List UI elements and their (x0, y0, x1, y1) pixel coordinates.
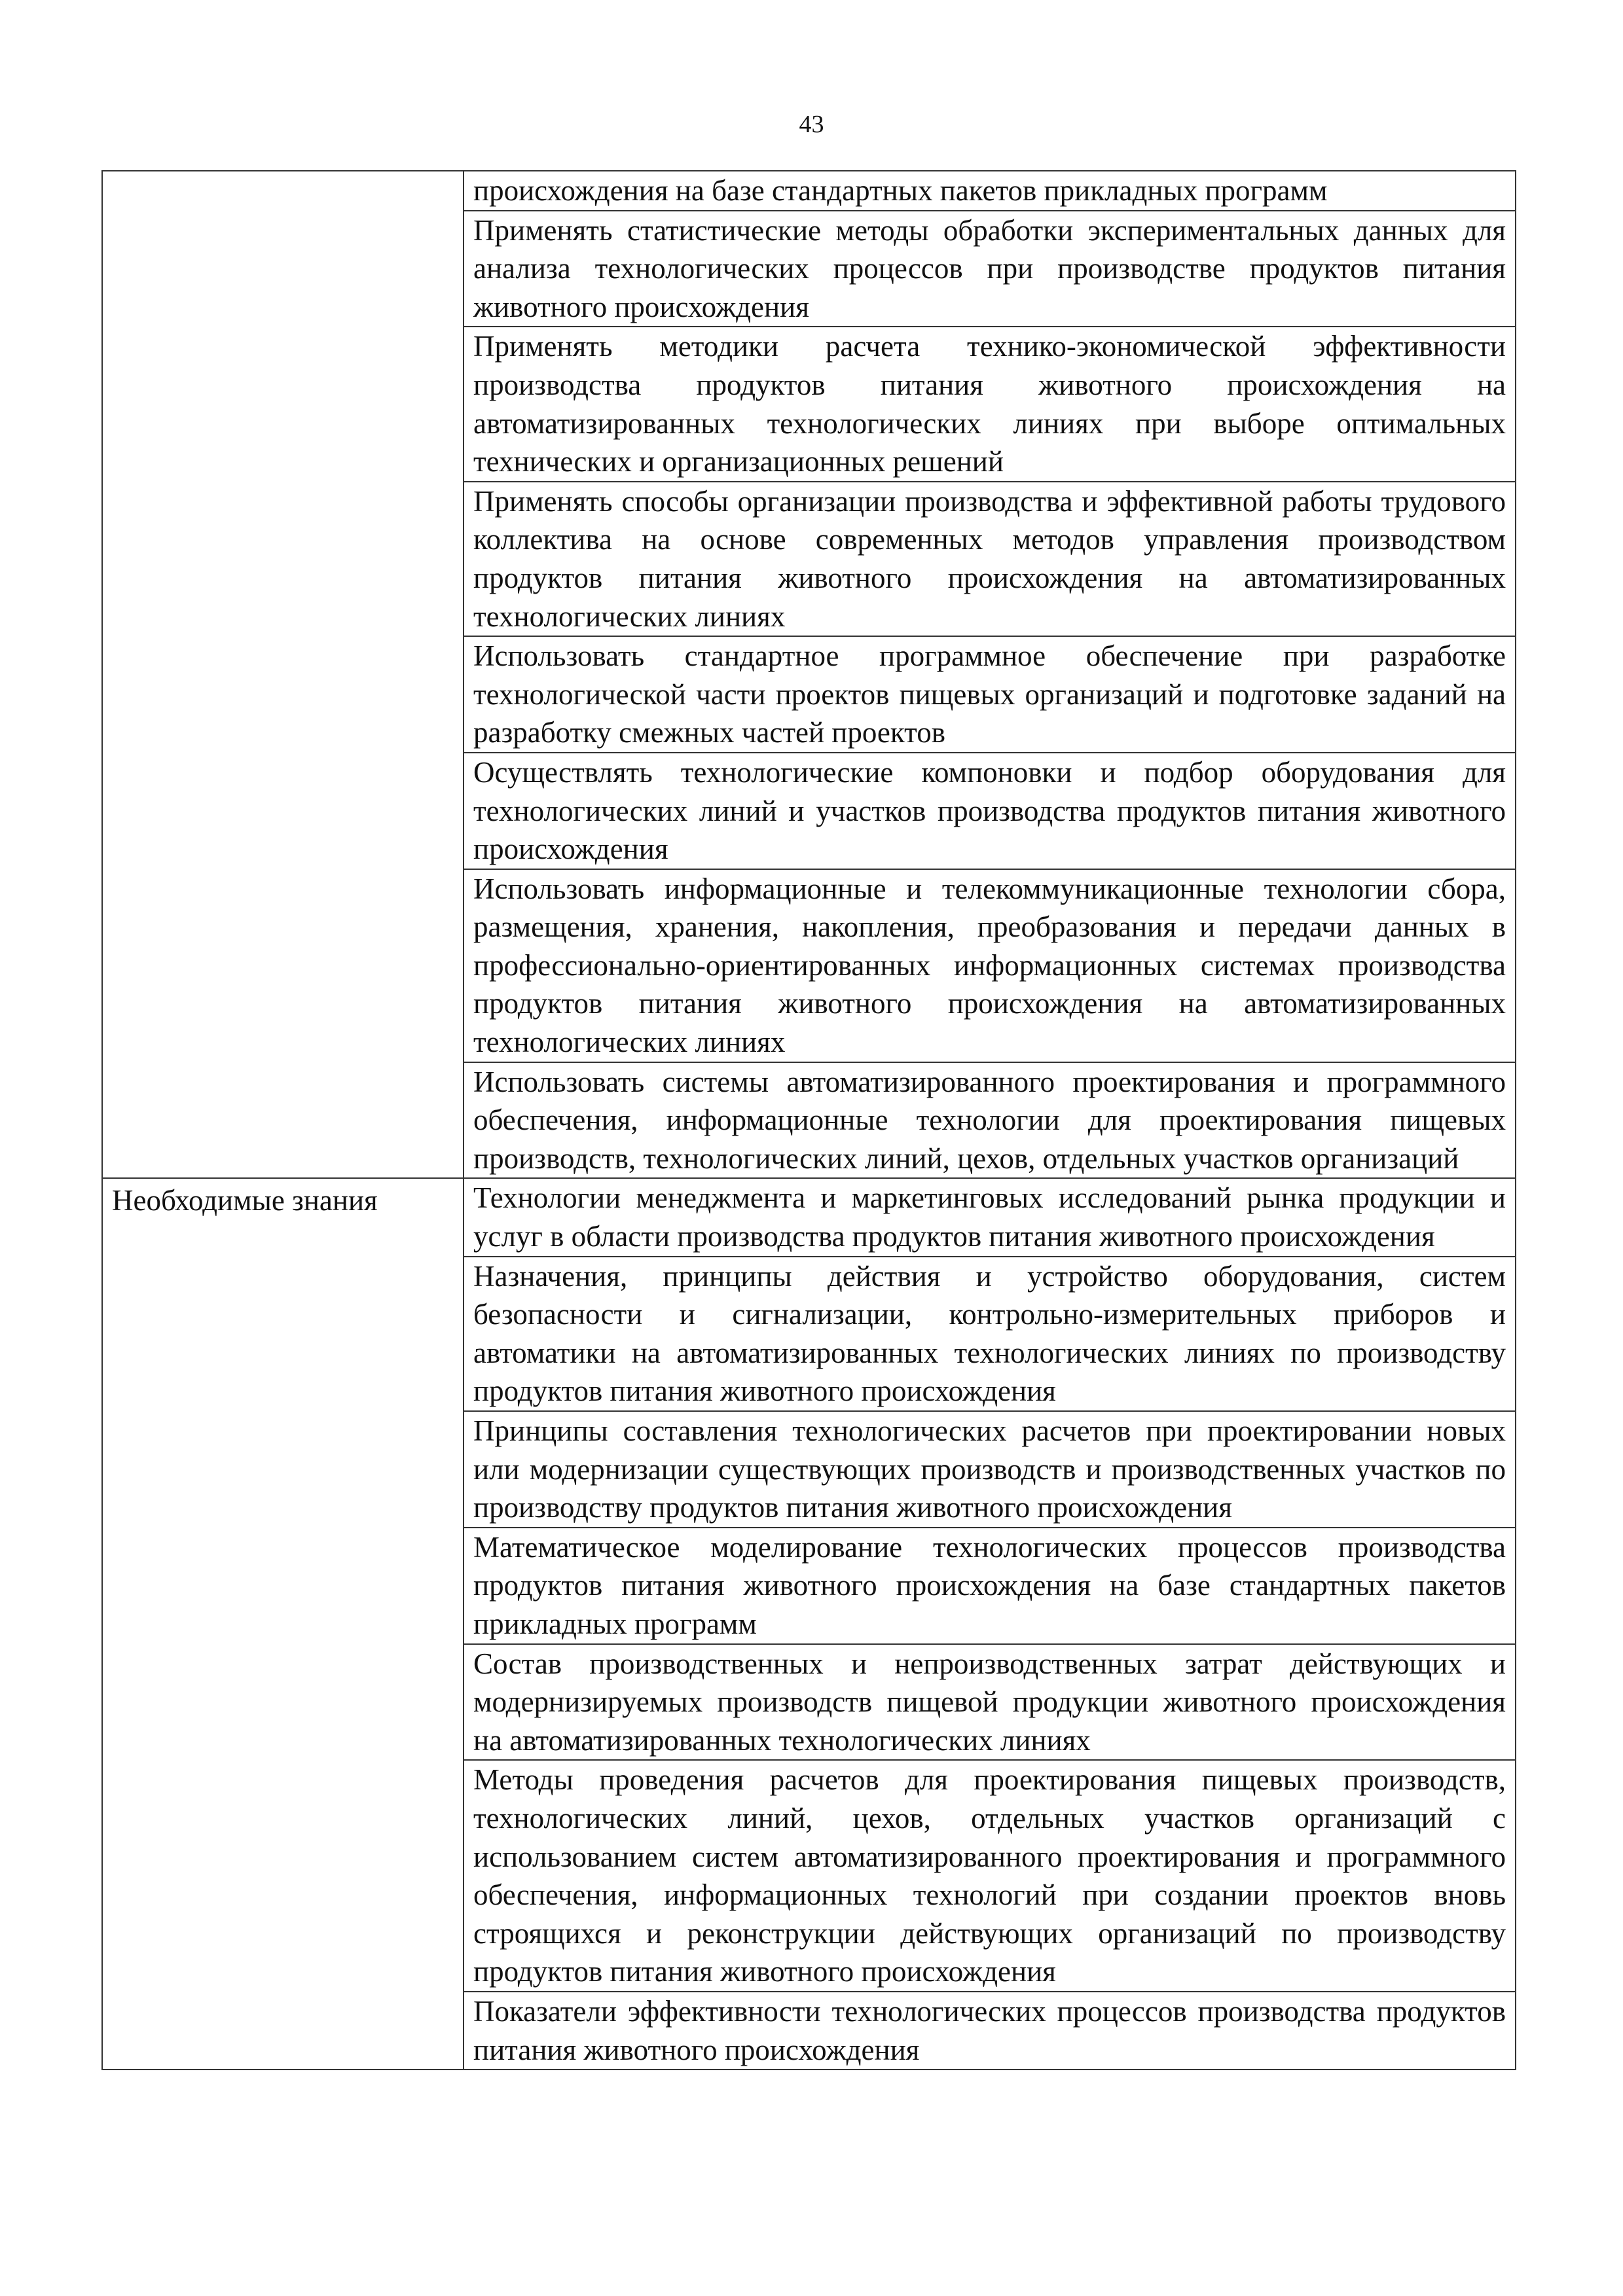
competency-table (101, 170, 1516, 2070)
skills-row-label-cell (102, 171, 464, 1178)
skill-item: Применять статистические методы обработки экспериментальных данных для анализа технологических процессов при производстве продуктов питания животного происхождения (464, 210, 1515, 327)
knowledge-item: Математическое моделирование технологических процессов производства продуктов питания животного происхождения на базе стандартных пакетов прикладных программ (464, 1527, 1515, 1643)
skill-item: Использовать системы автоматизированного проектирования и программного обеспечения, информационные технологии для проектирования пищевых производств, технологических линий, цехов, отдельных участков организаций (464, 1062, 1515, 1178)
skill-item: Применять методики расчета технико-экономической эффективности производства продуктов питания животного происхождения на автоматизированных технологических линиях при выборе оптимальных технических и организационных решений (464, 326, 1515, 480)
skill-item: Осуществлять технологические компоновки и подбор оборудования для технологических линий и участков производства продуктов питания животного происхождения (464, 752, 1515, 869)
knowledge-item: Технологии менеджмента и маркетинговых исследований рынка продукции и услуг в области производства продуктов питания животного происхождения (473, 1181, 1506, 1253)
knowledge-item: Показатели эффективности технологических процессов производства продуктов питания животного происхождения (464, 1991, 1515, 2069)
knowledge-item: Методы проведения расчетов для проектирования пищевых производств, технологических линий, цехов, отдельных участков организаций с использованием систем автоматизированного проектирования и программного обеспечения, информационных технологий при создании проектов вновь строящихся и реконструкции действующих организаций по производству продуктов питания животного происхождения (464, 1759, 1515, 1991)
skills-row-label (103, 171, 463, 174)
skill-item: Использовать стандартное программное обеспечение при разработке технологической части проектов пищевых организаций и подготовке заданий на разработку смежных частей проектов (464, 636, 1515, 752)
skills-row (102, 171, 1516, 1178)
skill-item: происхождения на базе стандартных пакетов прикладных программ (473, 174, 1328, 207)
skills-row-items-cell (464, 171, 1516, 1178)
knowledge-row-label: Необходимые знания (112, 1184, 378, 1217)
page-number: 43 (799, 111, 824, 138)
knowledge-item: Назначения, принципы действия и устройство оборудования, систем безопасности и сигнализации, контрольно-измерительных приборов и автоматики на автоматизированных технологических линиях по производству продуктов питания животного происхождения (464, 1256, 1515, 1410)
knowledge-row-label-cell (102, 1178, 464, 2070)
knowledge-row-items-cell (464, 1178, 1516, 2070)
knowledge-item: Состав производственных и непроизводственных затрат действующих и модернизируемых производств пищевой продукции животного происхождения на автоматизированных технологических линиях (464, 1643, 1515, 1760)
knowledge-row (102, 1178, 1516, 2070)
skill-item: Использовать информационные и телекоммуникационные технологии сбора, размещения, хранения, накопления, преобразования и передачи данных в профессионально-ориентированных информационных системах производства продуктов питания животного происхождения на автоматизированных технологических линиях (464, 869, 1515, 1062)
skill-item: Применять способы организации производства и эффективной работы трудового коллектива на основе современных методов управления производством продуктов питания животного происхождения на автоматизированных технологических линиях (464, 481, 1515, 636)
knowledge-item: Принципы составления технологических расчетов при проектировании новых или модернизации существующих производств и производственных участков по производству продуктов питания животного происхождения (464, 1410, 1515, 1527)
